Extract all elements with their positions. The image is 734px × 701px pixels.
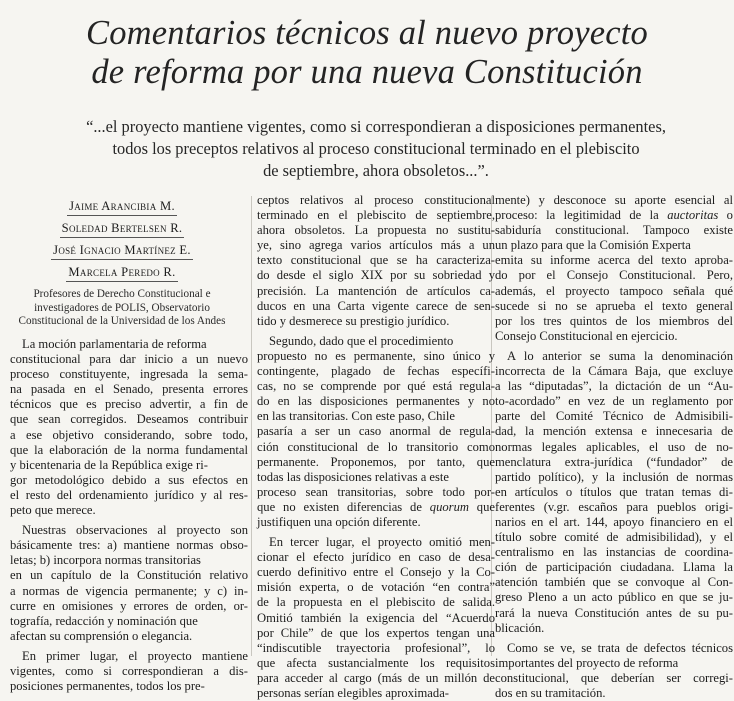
text-line: propuesto no es permanente, sino único y (257, 348, 495, 363)
author-name: Marcela Peredo R. (0, 264, 244, 280)
text-line: greso Pleno a un acto público en que se ju- (495, 590, 733, 605)
text-line: pasaría a ser un caso anormal de regula- (257, 424, 495, 439)
text-line: proceso sean transitorias, sobre todo por- (257, 484, 495, 499)
text-line: ción de participación ciudadana. Llama la (495, 560, 733, 575)
author-name: Jaime Arancibia M. (0, 198, 244, 214)
text-line: Como se ve, se trata de defectos técnicos (507, 640, 733, 655)
text-line: tido y desmerece su prestigio jurídico. (257, 313, 450, 328)
text-line: Consejo Constitucional en ejercicio. (495, 328, 678, 343)
text-line: afectan su comprensión o elegancia. (10, 628, 193, 643)
text-line: constitucional, que deberían ser corregi- (495, 670, 733, 685)
text-line: que la elaboración de la norma fundamental (10, 442, 248, 457)
text-line: ducos en una Carta vigente carece de sen- (257, 298, 495, 313)
text-line: to-acordado” en vez de un reglamento por (495, 394, 733, 409)
text-line: atención también que se convoque al Con- (495, 575, 733, 590)
text-line: do por el Consejo Constitucional. Pero, (495, 268, 733, 283)
text-line: precisión. La mantención de artículos ca- (257, 283, 495, 298)
text-line: dad, la mención extensa e innecesaria de (495, 424, 733, 439)
text-line: misión experta, o de votación “en contra” (257, 580, 495, 595)
text-line: peto que merece. (10, 503, 96, 518)
text-line: además, el proyecto tampoco señala qué (495, 283, 733, 298)
text-line: emita su informe acerca del texto aproba- (495, 253, 733, 268)
text-line: na pasada en el Senado, presenta errores (10, 382, 248, 397)
text-line: letas; b) incorpora normas transitorias (10, 553, 201, 568)
quote-line: todos los preceptos relativos al proceso constitucional terminado en el plebiscito (112, 139, 640, 158)
text-line: partido político), y la inclusión de normas (495, 469, 733, 484)
text-line: cuerdo definitivo entre el Consejo y la Co- (257, 565, 495, 580)
text-line: personas serían elegibles aproximada- (257, 686, 449, 700)
text-line: do en las disposiciones permanentes y no (257, 394, 495, 409)
text-line: que afecta sustancialmente los requisitos (257, 655, 495, 670)
text-line: a las “diputadas”, la dictación de un “Au- (495, 379, 733, 394)
text-line: texto constitucional que se ha caracteriza- (257, 253, 495, 268)
text-line: permanente. Proponemos, por tanto, que (257, 454, 495, 469)
text-line: cionar el efecto jurídico en caso de desa- (257, 550, 495, 565)
text-line: todas las disposiciones relativas a este (257, 469, 450, 484)
text-line: blicación. (495, 620, 545, 635)
text-line: proceso constituyente, ingresada la sema- (10, 367, 248, 382)
text-line: ceptos relativos al proceso constitucional (257, 193, 495, 207)
author-affiliation: Profesores de Derecho Constitucional e investigadores de POLIS, Observatorio Constitucional de la Universidad de los Andes (18, 288, 226, 328)
text-line: En primer lugar, el proyecto mantiene (22, 648, 248, 663)
text-line: que no existen diferencias de quorum que (257, 499, 495, 514)
text-line: curre en omisiones y errores de orden, or- (10, 598, 248, 613)
text-line: rará la nueva Constitución antes de su pu- (495, 605, 733, 620)
text-line: constitucional para dar inicio a un nuevo (10, 352, 248, 367)
text-line: en un capítulo de la Constitución relativo (10, 568, 248, 583)
pull-quote (56, 116, 696, 182)
text-line: para acceder al cargo (más de un millón de (257, 670, 495, 685)
text-line: ye, sino agrega varios artículos más a un (257, 238, 495, 253)
body-column-2 (257, 193, 495, 701)
text-line: de la propuesta en el plebiscito de salida. (257, 595, 495, 610)
title-line: Comentarios técnicos al nuevo proyecto (85, 14, 649, 52)
text-line: ahora obsoletos. La propuesta no sustitu- (257, 223, 495, 238)
text-line: título sobre comité de admisibilidad), y el (495, 530, 733, 545)
text-line: posiciones permanentes, todos los pre- (10, 679, 205, 694)
text-line: normas legales aplicables, el uso de no- (495, 439, 733, 454)
author-name: Soledad Bertelsen R. (0, 220, 244, 236)
text-line: La moción parlamentaria de reforma (22, 337, 207, 351)
text-line: contingente, plagado de fechas específi- (257, 364, 495, 379)
text-line: centralismo en las instancias de coordina- (495, 545, 733, 560)
text-line: a ese objetivo considerando, sobre todo, (10, 427, 248, 442)
text-line: un plazo para que la Comisión Experta (495, 238, 691, 253)
text-line: incorrecta de la Cámara Baja, que excluye (495, 364, 733, 379)
text-line: gor metodológico debido a sus efectos en (10, 472, 248, 487)
text-line: narios en el art. 144, apoyo financiero en el (495, 514, 733, 529)
text-line: ción constitucional de lo transitorio como (257, 439, 495, 454)
article-title (0, 14, 734, 92)
text-line: Nuestras observaciones al proyecto son (22, 523, 248, 538)
text-line: por los tres quintos de los miembros del (495, 313, 733, 328)
quote-line: de septiembre, ahora obsoletos...”. (263, 161, 489, 180)
text-line: justifiquen una opción diferente. (257, 514, 421, 529)
text-line: menclatura extra-jurídica (“fundador” de (495, 454, 733, 469)
text-line: importantes del proyecto de reforma (495, 655, 679, 670)
text-line: terminado en el plebiscito de septiembre, (257, 208, 495, 223)
text-line: a normas de vigencia permanente; y c) in- (10, 583, 248, 598)
body-column-1 (10, 337, 248, 694)
column-divider (251, 196, 252, 656)
text-line: Omitió también la exigencia del “Acuerdo (257, 610, 495, 625)
text-line: por Chile” de que los expertos tengan una (257, 625, 495, 640)
body-column-3 (495, 193, 733, 701)
text-line: parte del Comité Técnico de Admisibili- (495, 409, 733, 424)
text-line: técnicos que es preciso advertir, a fin de (10, 397, 248, 412)
author-list (0, 198, 244, 286)
text-line: en artículos o títulos que tratan temas di- (495, 484, 733, 499)
text-line: básicamente tres: a) mantiene normas obso- (10, 538, 248, 553)
text-line: En tercer lugar, el proyecto omitió men- (269, 535, 495, 550)
text-line: proceso: la legitimidad de la auctoritas o (495, 208, 733, 223)
quote-line: “...el proyecto mantiene vigentes, como si correspondieran a disposiciones permanentes, (86, 117, 666, 136)
text-line: en las transitorias. Con este paso, Chile (257, 409, 455, 424)
text-line: dos en su tramitación. (495, 686, 606, 700)
text-line: mente) y desconoce su aporte esencial al (495, 193, 733, 207)
text-line: do desde el siglo XIX por su sobriedad y (257, 268, 495, 283)
text-line: el resto del ordenamiento jurídico y al res- (10, 487, 248, 502)
text-line: ferentes (v.gr. escaños para pueblos origi- (495, 499, 733, 514)
text-line: Segundo, dado que el procedimiento (269, 333, 454, 348)
text-line: “indiscutible trayectoria profesional”, lo (257, 640, 495, 655)
title-line: de reforma por una nueva Constitución (91, 53, 643, 91)
text-line: tografía, redacción y nominación que (10, 613, 198, 628)
text-line: y bicentenaria de la República exige ri- (10, 457, 208, 472)
text-line: cas, no se comprende por qué está regula- (257, 379, 495, 394)
author-name: José Ignacio Martínez E. (0, 242, 244, 258)
text-line: sabiduría constitucional. Tampoco existe (495, 223, 733, 238)
text-line: sucede si no se aprueba el texto general (495, 298, 733, 313)
text-line: vigentes, como si correspondieran a dis- (10, 663, 248, 678)
text-line: A lo anterior se suma la denominación (507, 348, 733, 363)
text-line: que sean corregidos. Deseamos contribuir (10, 412, 248, 427)
